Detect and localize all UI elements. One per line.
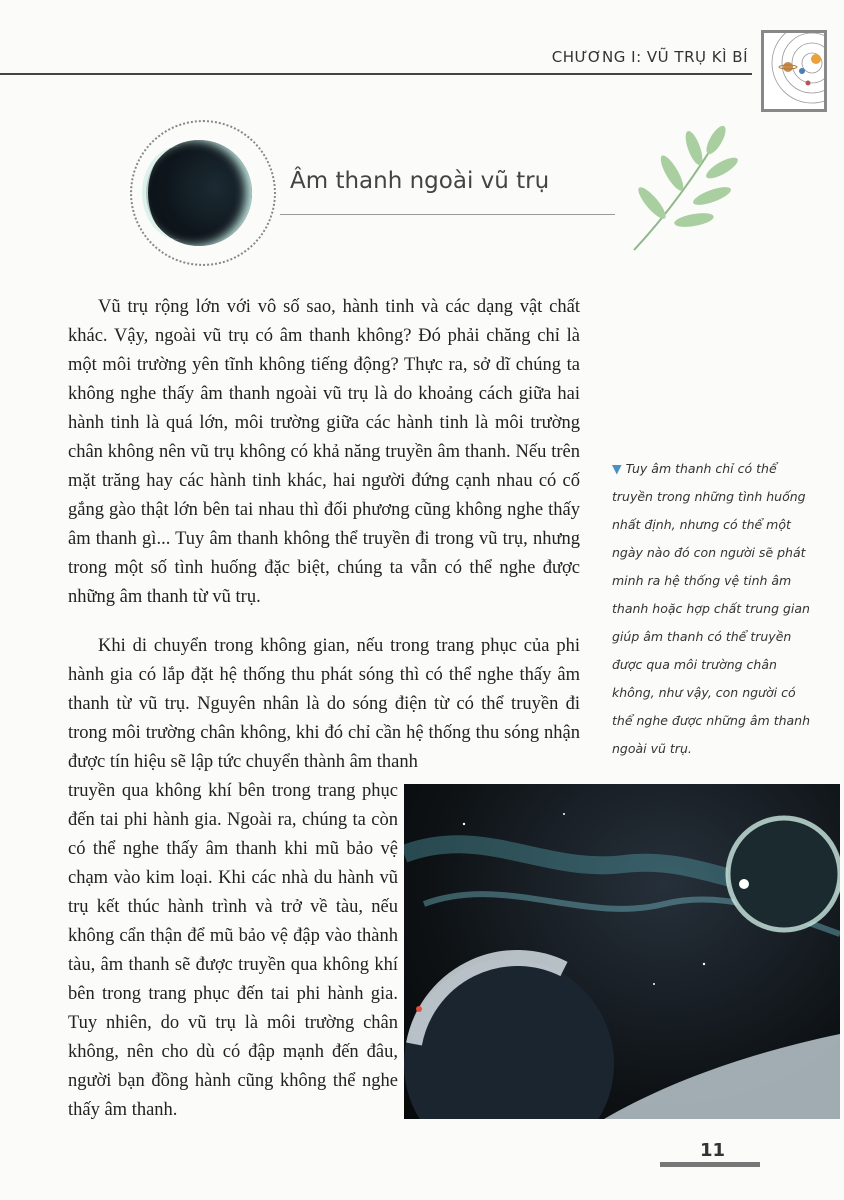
body-paragraph-1: Vũ trụ rộng lớn với vô số sao, hành tinh và các dạng vật chất khác. Vậy, ngoài vũ trụ có âm thanh không? Đó phải chăng chỉ là một môi trường yên tĩnh không tiếng động? Thực ra, sở dĩ chúng ta không nghe thấy âm thanh ngoài vũ trụ là do khoảng cách giữa hai hành tinh là quá lớn, môi trường giữa các hành tinh là môi trường chân không nên vũ trụ không có khả năng truyền âm thanh. Nếu trên mặt trăng hay các hành tinh khác, hai người đứng cạnh nhau có cố gắng gào thật lớn bên tai nhau thì đối phương cũng không nghe thấy âm thanh gì... Tuy âm thanh không thể truyền đi trong vũ trụ, nhưng trong một số tình huống đặc biệt, chúng ta vẫn có thể nghe được những âm thanh từ vũ trụ.: [68, 297, 580, 607]
planet-image: [146, 140, 252, 246]
solar-system-icon: [761, 30, 827, 112]
page-number-bar: [660, 1162, 760, 1167]
header-rule: [0, 73, 752, 75]
page-number: 11: [700, 1140, 726, 1161]
body-paragraph-2: Khi di chuyển trong không gian, nếu trong trang phục của phi hành gia có lắp đặt hệ thống thu phát sóng thì có thể nghe thấy âm thanh từ vũ trụ. Nguyên nhân là do sóng điện từ có thể truyền đi trong môi trường chân không, khi đó chỉ cần hệ thống thu sóng nhận được tín hiệu sẽ lập tức chuyển thành âm thanh: [68, 636, 580, 772]
sidenote: [612, 455, 820, 763]
section-title: Âm thanh ngoài vũ trụ: [290, 168, 550, 194]
title-underline: [280, 214, 615, 215]
sidenote-text: Tuy âm thanh chỉ có thể truyền trong những tình huống nhất định, nhưng có thể một ngày nào đó con người sẽ phát minh ra hệ thống vệ tinh âm thanh hoặc hợp chất trung gian giúp âm thanh có thể truyền được qua môi trường chân không, như vậy, con người có thể nghe được những âm thanh ngoài vũ trụ.: [612, 461, 811, 756]
chapter-title: CHƯƠNG I: VŨ TRỤ KÌ BÍ: [551, 48, 748, 66]
leaf-decoration-icon: [624, 118, 744, 258]
body-paragraph-2-continued: truyền qua không khí bên trong trang phục đến tai phi hành gia. Ngoài ra, chúng ta còn có thể nghe thấy âm thanh khi mũ bảo vệ chạm vào kim loại. Khi các nhà du hành vũ trụ kết thúc hành trình và trở về tàu, nếu không cẩn thận để mũ bảo vệ đập vào thành tàu, âm thanh sẽ được truyền qua không khí bên trong trang phục đến tai phi hành gia. Tuy nhiên, do vũ trụ là môi trường chân không, nên cho dù có đập mạnh đến đâu, người bạn đồng hành cũng không thể nghe thấy âm thanh.: [68, 781, 398, 1120]
triangle-marker-icon: ▼: [612, 461, 622, 476]
space-planets-image: [404, 784, 840, 1119]
